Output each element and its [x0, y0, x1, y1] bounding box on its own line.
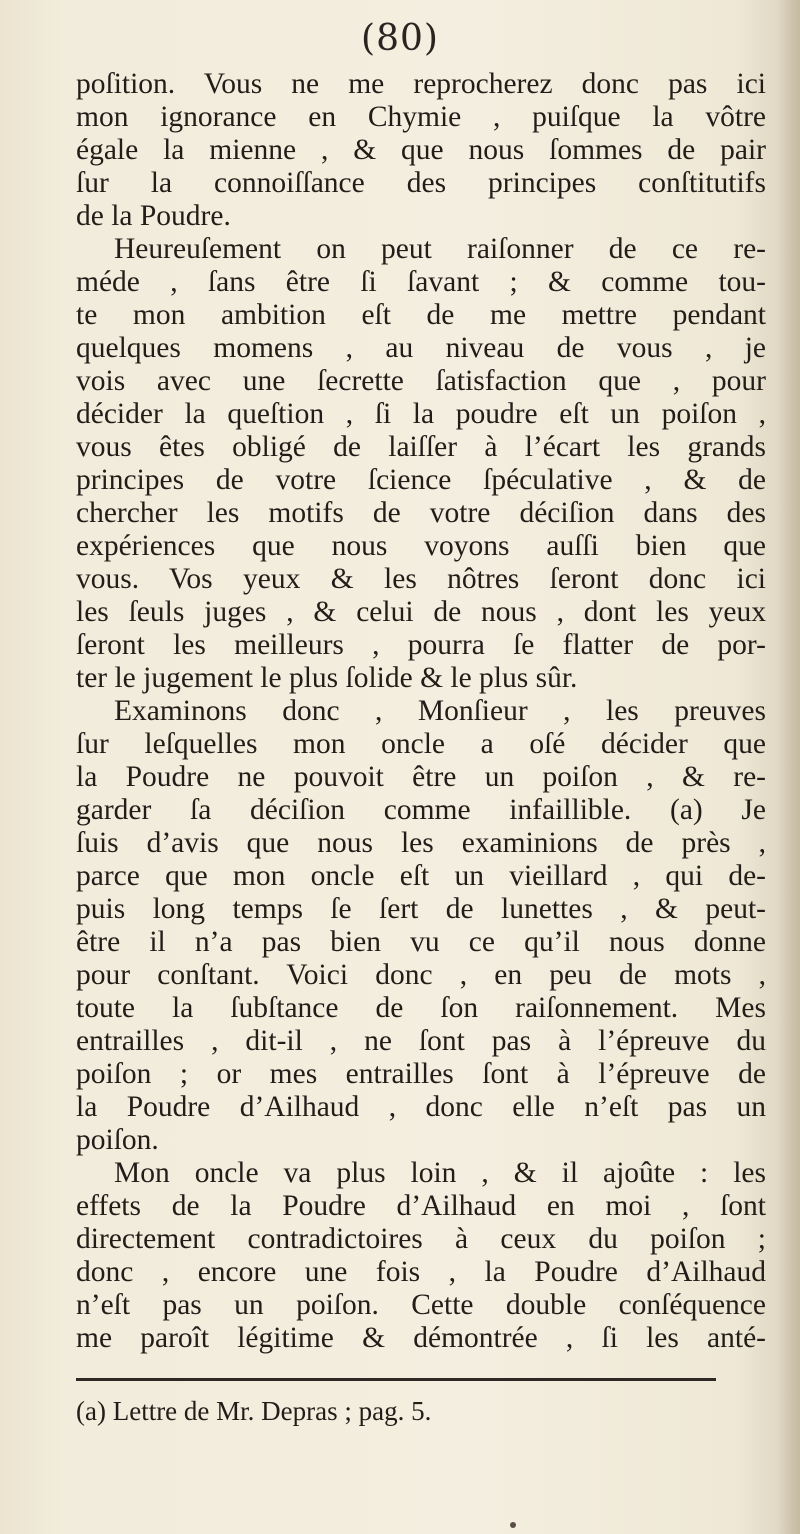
text-line: pour conſtant. Voici donc , en peu de mots ,: [76, 959, 766, 991]
text-line: ſur leſquelles mon oncle a oſé décider que: [76, 728, 766, 760]
text-line: de la Poudre.: [76, 200, 231, 232]
text-line: poſition. Vous ne me reprocherez donc pas ici: [76, 68, 766, 100]
text-line: vous. Vos yeux & les nôtres ſeront donc ici: [76, 563, 766, 595]
text-line: ter le jugement le plus ſolide & le plus sûr.: [76, 662, 578, 694]
text-line: principes de votre ſcience ſpéculative , & de: [76, 464, 766, 496]
body-text: [76, 68, 766, 1355]
text-line: ſuis d’avis que nous les examinions de près ,: [76, 827, 766, 859]
ink-speck: [510, 1522, 516, 1528]
text-line: la Poudre ne pouvoit être un poiſon , & re-: [76, 761, 766, 793]
text-line: directement contradictoires à ceux du poiſon ;: [76, 1223, 766, 1255]
text-line: être il n’a pas bien vu ce qu’il nous donne: [76, 926, 766, 958]
text-line: te mon ambition eſt de me mettre pendant: [76, 299, 766, 331]
text-line: vous êtes obligé de laiſſer à l’écart les grands: [76, 431, 766, 463]
text-line: mon ignorance en Chymie , puiſque la vôtre: [76, 101, 766, 133]
text-line: parce que mon oncle eſt un vieillard , qui de-: [76, 860, 766, 892]
text-line: quelques momens , au niveau de vous , je: [76, 332, 766, 364]
text-line: poiſon ; or mes entrailles ſont à l’épreuve de: [76, 1058, 766, 1090]
page-edge-shadow: [778, 0, 800, 1534]
text-line: toute la ſubſtance de ſon raiſonnement. Mes: [76, 992, 766, 1024]
text-line: Mon oncle va plus loin , & il ajoûte : les: [114, 1157, 766, 1189]
text-line: me paroît légitime & démontrée , ſi les anté-: [76, 1322, 766, 1354]
text-line: puis long temps ſe ſert de lunettes , & peut-: [76, 893, 766, 925]
text-line: chercher les motifs de votre déciſion dans des: [76, 497, 766, 529]
text-line: entrailles , dit-il , ne ſont pas à l’épreuve du: [76, 1025, 766, 1057]
text-line: donc , encore une fois , la Poudre d’Ailhaud: [76, 1256, 766, 1288]
page-number: (80): [361, 18, 439, 59]
footnote: (a) Lettre de Mr. Depras ; pag. 5.: [76, 1396, 432, 1426]
text-line: poiſon.: [76, 1124, 159, 1156]
text-line: ſur la connoiſſance des principes conſtitutifs: [76, 167, 766, 199]
text-line: Heureuſement on peut raiſonner de ce re-: [114, 233, 766, 265]
text-line: Examinons donc , Monſieur , les preuves: [114, 695, 766, 727]
text-line: la Poudre d’Ailhaud , donc elle n’eſt pas un: [76, 1091, 766, 1123]
text-line: effets de la Poudre d’Ailhaud en moi , ſont: [76, 1190, 766, 1222]
text-line: méde , ſans être ſi ſavant ; & comme tou-: [76, 266, 766, 298]
text-line: les ſeuls juges , & celui de nous , dont les yeux: [76, 596, 766, 628]
text-line: vois avec une ſecrette ſatisfaction que , pour: [76, 365, 766, 397]
text-line: n’eſt pas un poiſon. Cette double conſéquence: [76, 1289, 766, 1321]
footnote-rule: [76, 1378, 716, 1381]
text-line: décider la queſtion , ſi la poudre eſt un poiſon ,: [76, 398, 766, 430]
text-line: garder ſa déciſion comme infaillible. (a) Je: [76, 794, 766, 826]
text-line: ſeront les meilleurs , pourra ſe flatter de por-: [76, 629, 766, 661]
text-line: expériences que nous voyons auſſi bien que: [76, 530, 766, 562]
text-line: égale la mienne , & que nous ſommes de pair: [76, 134, 766, 166]
